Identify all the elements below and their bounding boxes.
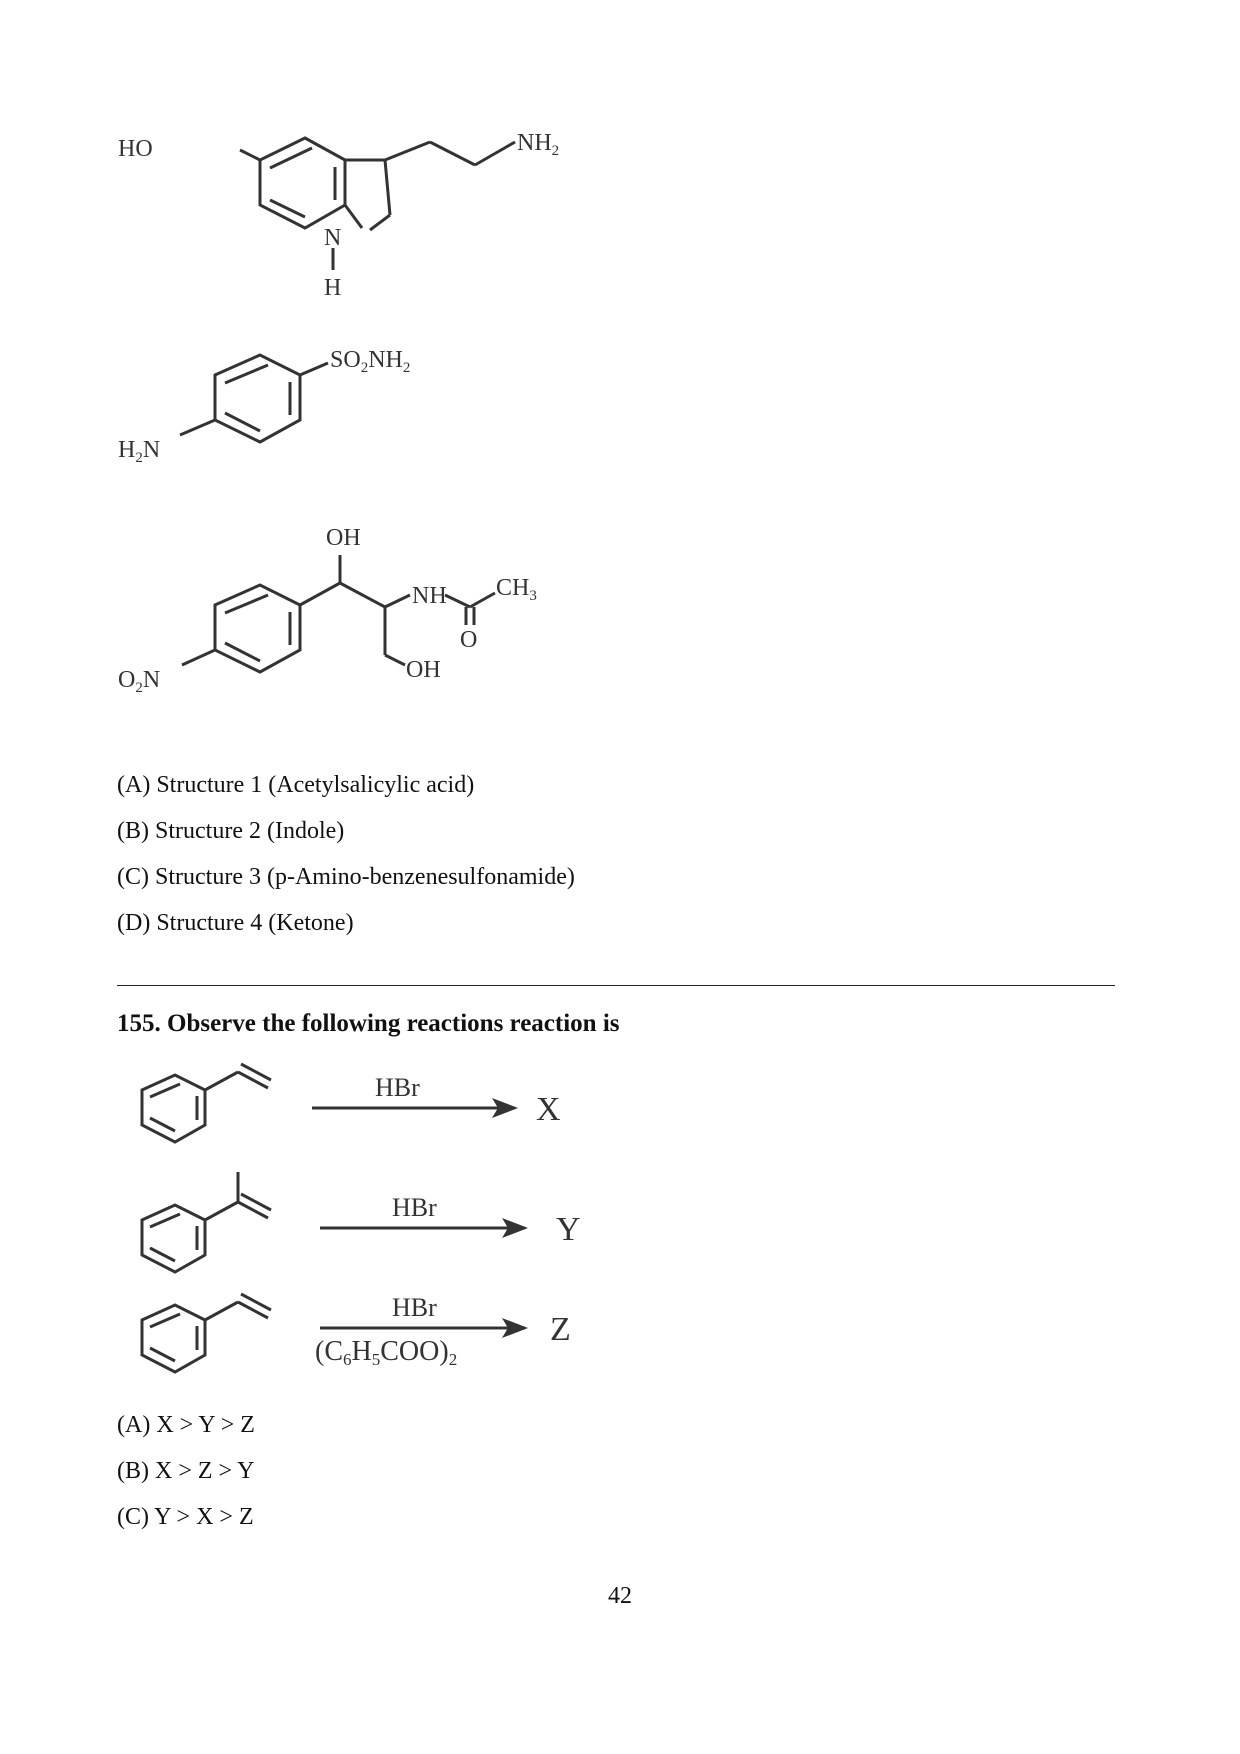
nh2-subscript: 2 bbox=[551, 143, 560, 159]
structure-1 bbox=[100, 120, 620, 315]
svg-text:NH2 bbox=[517, 130, 559, 159]
reaction-2-drawing bbox=[120, 1170, 640, 1280]
nh-label: NH bbox=[412, 583, 447, 609]
reagent-hbr-2: HBr bbox=[392, 1193, 437, 1222]
condition-part-coo: COO) bbox=[380, 1336, 449, 1367]
option-a[interactable]: (A) Structure 1 (Acetylsalicylic acid) bbox=[117, 772, 475, 798]
reaction-3 bbox=[120, 1280, 640, 1395]
product-z: Z bbox=[550, 1311, 571, 1348]
so2nh2-label-a: SO bbox=[330, 347, 361, 373]
o2n-label-c: N bbox=[142, 667, 161, 693]
condition-part-a: (C bbox=[315, 1336, 343, 1367]
condition-part-h: H bbox=[351, 1336, 372, 1367]
ch3-label: CH bbox=[496, 575, 530, 601]
structure-1-drawing bbox=[100, 120, 620, 310]
n-label: N bbox=[324, 225, 342, 251]
svg-text:H2N bbox=[118, 437, 160, 466]
product-y: Y bbox=[556, 1211, 581, 1248]
question-155-title: 155. Observe the following reactions reaction is bbox=[117, 1010, 620, 1037]
product-x: X bbox=[536, 1091, 561, 1128]
svg-text:SO2NH2 bbox=[330, 347, 410, 376]
h2n-sub: 2 bbox=[135, 450, 143, 466]
so2nh2-label-c: NH bbox=[368, 347, 403, 373]
so2nh2-sub-2: 2 bbox=[402, 360, 411, 376]
o2n-sub: 2 bbox=[135, 680, 143, 695]
so2nh2-sub-1: 2 bbox=[360, 360, 369, 376]
ch3-sub: 3 bbox=[529, 588, 537, 604]
structure-2 bbox=[100, 345, 620, 480]
reaction-3-drawing bbox=[120, 1280, 640, 1390]
section-divider bbox=[117, 985, 1115, 986]
structure-3-drawing bbox=[100, 515, 620, 695]
option-c[interactable]: (C) Y > X > Z bbox=[117, 1504, 254, 1530]
svg-text:O2N bbox=[118, 667, 160, 695]
condition-sub-5: 5 bbox=[371, 1350, 381, 1369]
oh-bottom-label: OH bbox=[406, 657, 441, 683]
reaction-2 bbox=[120, 1170, 640, 1285]
option-b[interactable]: (B) X > Z > Y bbox=[117, 1458, 255, 1484]
h-label: H bbox=[324, 275, 342, 301]
option-a[interactable]: (A) X > Y > Z bbox=[117, 1412, 255, 1438]
peroxide-condition bbox=[315, 1336, 457, 1369]
nh2-label: NH bbox=[517, 130, 552, 156]
h2n-label-c: N bbox=[142, 437, 161, 463]
condition-sub-2: 2 bbox=[448, 1350, 458, 1369]
q155-options bbox=[117, 1402, 255, 1540]
option-c[interactable]: (C) Structure 3 (p-Amino-benzenesulfonamide) bbox=[117, 864, 575, 890]
reaction-1-drawing bbox=[120, 1060, 640, 1170]
carbonyl-o-label: O bbox=[460, 627, 478, 653]
oh-top-label: OH bbox=[326, 525, 361, 551]
page-number: 42 bbox=[608, 1583, 632, 1609]
reaction-1 bbox=[120, 1060, 640, 1175]
q154-options bbox=[117, 762, 575, 946]
reagent-hbr-1: HBr bbox=[375, 1073, 420, 1102]
reagent-hbr-3: HBr bbox=[392, 1293, 437, 1322]
h2n-label-a: H bbox=[118, 437, 136, 463]
option-d[interactable]: (D) Structure 4 (Ketone) bbox=[117, 910, 354, 936]
structure-3 bbox=[100, 515, 620, 700]
o2n-label-a: O bbox=[118, 667, 136, 693]
svg-text:CH3 bbox=[496, 575, 537, 604]
ho-label: HO bbox=[118, 136, 153, 162]
option-b[interactable]: (B) Structure 2 (Indole) bbox=[117, 818, 345, 844]
condition-sub-6: 6 bbox=[343, 1350, 352, 1369]
structure-2-drawing bbox=[100, 345, 620, 475]
